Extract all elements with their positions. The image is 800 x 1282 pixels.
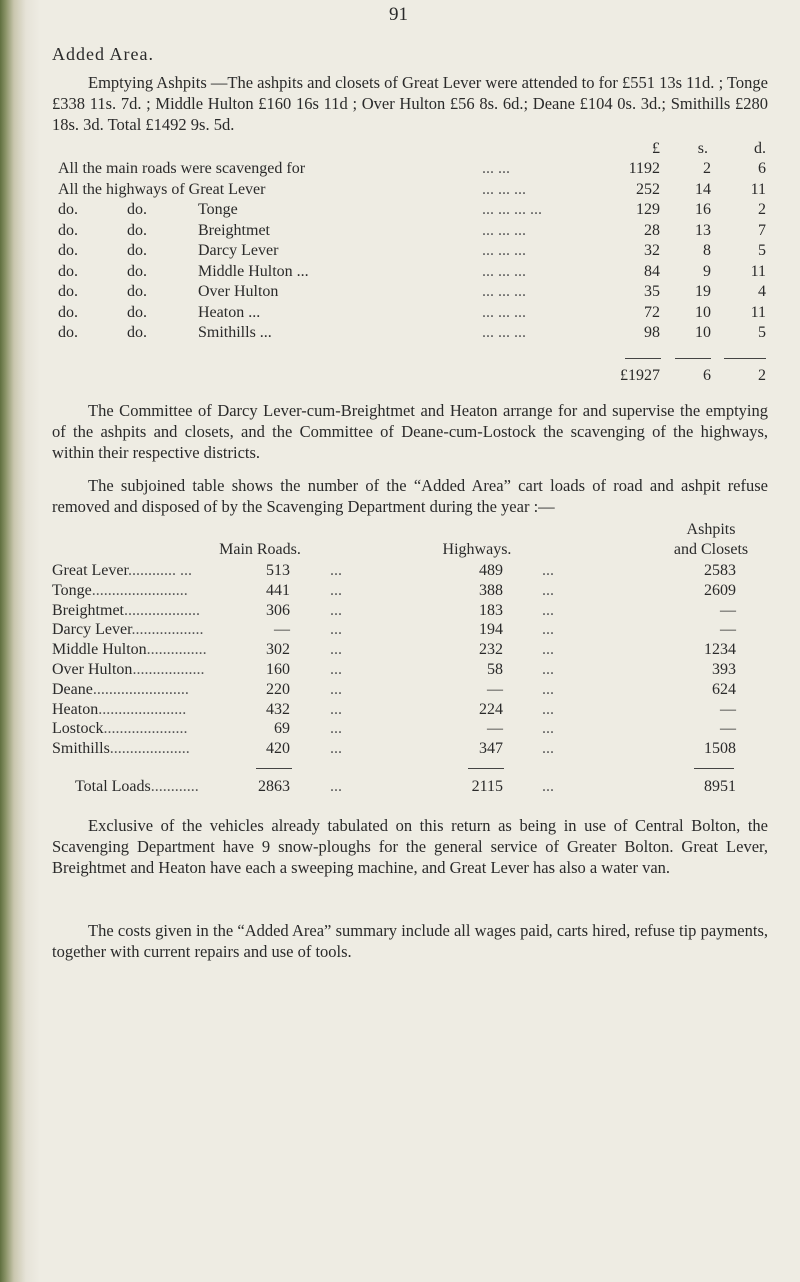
paragraph-costs: The costs given in the “Added Area” summary include all wages paid, carts hired, refuse tip payments, together with current repairs and use of tools. — [52, 921, 768, 961]
district-col-2: do. — [127, 201, 147, 218]
row-separator: ... — [330, 601, 342, 619]
area-name: Over Hulton.................. — [52, 661, 205, 678]
loads-total-rule — [256, 768, 292, 769]
scavenging-row — [0, 304, 800, 324]
district-col-1: do. — [58, 303, 78, 321]
loads-total-label: Total Loads............ — [75, 778, 199, 795]
highways-loads: 224 — [479, 700, 503, 718]
leader-dots: ... ... ... ... — [482, 201, 542, 218]
amount-pounds: 32 — [644, 242, 660, 259]
total-shillings: 6 — [703, 367, 711, 384]
area-name: Breightmet................... — [52, 601, 200, 619]
pence-header: d. — [754, 140, 766, 157]
highways-loads: 232 — [479, 641, 503, 659]
leader-dots: ... ... ... — [482, 180, 526, 198]
row-separator: ... — [542, 621, 554, 639]
highways-header: Highways. — [442, 541, 512, 558]
highways-loads: — — [487, 720, 503, 738]
main-roads-loads: — — [274, 621, 290, 639]
loads-total-high: 2115 — [471, 778, 503, 795]
loads-total-sep: ... — [542, 778, 554, 795]
district-col-2: do. — [127, 262, 147, 280]
amount-shillings: 2 — [703, 160, 711, 177]
leader-dots: ... ... ... — [482, 242, 526, 259]
loads-row — [0, 562, 800, 582]
area-name: Heaton...................... — [52, 700, 187, 718]
amount-pence: 6 — [758, 160, 766, 177]
amount-shillings: 10 — [695, 303, 711, 321]
district-name: Middle Hulton ... — [198, 262, 309, 280]
row-separator: ... — [330, 661, 342, 678]
main-roads-loads: 441 — [266, 581, 290, 599]
amount-pounds: 84 — [644, 262, 660, 280]
loads-total-sep: ... — [330, 778, 342, 795]
ashpits-loads: 624 — [712, 680, 736, 698]
area-name: Middle Hulton............... — [52, 641, 207, 659]
district-col-1: do. — [58, 242, 78, 259]
closets-header: and Closets — [673, 541, 749, 558]
highways-loads: 489 — [479, 562, 503, 579]
main-roads-loads: 302 — [266, 641, 290, 659]
amount-shillings: 8 — [703, 242, 711, 259]
scavenging-row — [0, 160, 800, 180]
ashpits-loads: 2609 — [704, 581, 736, 599]
amount-pence: 5 — [758, 242, 766, 259]
loads-row — [0, 681, 800, 701]
row-separator: ... — [542, 720, 554, 738]
amount-pounds: 72 — [644, 303, 660, 321]
district-col-1: do. — [58, 283, 78, 300]
row-separator: ... — [542, 601, 554, 619]
ashpits-loads: 2583 — [704, 562, 736, 579]
main-roads-loads: 220 — [266, 680, 290, 698]
amount-shillings: 19 — [695, 283, 711, 300]
ashpits-loads: 1234 — [704, 641, 736, 659]
leader-dots: ... ... ... — [482, 283, 526, 300]
district-name: Tonge — [198, 201, 238, 218]
amount-pence: 11 — [750, 303, 766, 321]
amount-pence: 4 — [758, 283, 766, 300]
loads-row — [0, 701, 800, 721]
ashpits-loads: — — [720, 720, 736, 738]
ashpits-loads: 393 — [712, 661, 736, 678]
amount-pence: 7 — [758, 221, 766, 239]
amount-pence: 11 — [750, 180, 766, 198]
paragraph-committees: The Committee of Darcy Lever-cum-Breightmet and Heaton arrange for and supervise the emptying of the ashpits and closets, and the Committee of Deane-cum-Lostock the scavenging of the highways, within their respective districts. — [52, 401, 768, 462]
loads-row — [0, 621, 800, 641]
main-roads-loads: 306 — [266, 601, 290, 619]
area-name: Tonge........................ — [52, 581, 188, 599]
district-col-2: do. — [127, 324, 147, 341]
leader-dots: ... ... ... — [482, 303, 526, 321]
page-number: 91 — [389, 4, 408, 25]
section-heading: Added Area. — [52, 44, 154, 64]
main-roads-loads: 160 — [266, 661, 290, 678]
row-separator: ... — [330, 581, 342, 599]
scavenging-row — [0, 181, 800, 201]
district-col-2: do. — [127, 283, 147, 300]
district-col-2: do. — [127, 242, 147, 259]
main-roads-header: Main Roads. — [219, 541, 301, 558]
loads-total-ash: 8951 — [704, 778, 736, 795]
pounds-header: £ — [652, 140, 660, 157]
paragraph-subjoined-table: The subjoined table shows the number of the “Added Area” cart loads of road and ashpit refuse removed and disposed of by the Scavenging Department during the year :— — [52, 476, 768, 516]
loads-row — [0, 661, 800, 681]
scavenging-row — [0, 324, 800, 344]
amount-pence: 2 — [758, 201, 766, 218]
loads-header-row-1 — [0, 521, 800, 541]
amount-shillings: 13 — [695, 221, 711, 239]
main-roads-loads: 513 — [266, 562, 290, 579]
highways-loads: — — [487, 680, 503, 698]
district-col-1: do. — [58, 221, 78, 239]
total-rule — [625, 358, 661, 359]
district-name: Breightmet — [198, 221, 270, 239]
row-separator: ... — [330, 621, 342, 639]
total-rule — [675, 358, 711, 359]
scavenging-row — [0, 222, 800, 242]
loads-total-row — [0, 778, 800, 798]
main-roads-loads: 69 — [274, 720, 290, 738]
district-name: Over Hulton — [198, 283, 279, 300]
amount-pounds: 98 — [644, 324, 660, 341]
row-separator: ... — [330, 562, 342, 579]
loads-row — [0, 602, 800, 622]
scavenging-header-row — [0, 140, 800, 160]
total-pounds: £1927 — [620, 367, 660, 384]
loads-row — [0, 641, 800, 661]
amount-shillings: 14 — [695, 180, 711, 198]
loads-header-row-2 — [0, 541, 800, 561]
highways-loads: 183 — [479, 601, 503, 619]
amount-shillings: 16 — [695, 201, 711, 218]
amount-pounds: 252 — [636, 180, 660, 198]
scavenging-total-row — [0, 367, 800, 387]
row-separator: ... — [542, 562, 554, 579]
ashpits-loads: — — [720, 601, 736, 619]
loads-row — [0, 720, 800, 740]
highways-loads: 194 — [479, 621, 503, 639]
row-separator: ... — [330, 700, 342, 718]
district-col-1: do. — [58, 324, 78, 341]
leader-dots: ... ... ... — [482, 221, 526, 239]
ashpits-header: Ashpits — [686, 521, 736, 538]
ashpits-loads: — — [720, 700, 736, 718]
row-separator: ... — [542, 661, 554, 678]
total-pence: 2 — [758, 367, 766, 384]
row-separator: ... — [542, 641, 554, 659]
area-name: Lostock..................... — [52, 720, 188, 738]
loads-total-rule — [694, 768, 734, 769]
area-name: Deane........................ — [52, 680, 189, 698]
leader-dots: ... ... ... — [482, 262, 526, 280]
scavenging-row — [0, 242, 800, 262]
row-separator: ... — [542, 700, 554, 718]
amount-pounds: 28 — [644, 221, 660, 239]
highways-loads: 58 — [487, 661, 503, 678]
total-rule — [724, 358, 766, 359]
loads-row — [0, 740, 800, 760]
loads-total-rule — [468, 768, 504, 769]
district-col-2: do. — [127, 221, 147, 239]
district-col-1: All the highways of Great Lever — [58, 180, 266, 198]
paragraph-exclusive: Exclusive of the vehicles already tabulated on this return as being in use of Central Bolton, the Scavenging Department have 9 snow-ploughs for the general service of Greater Bolton. Great Lever, Breightmet and Heaton have each a sweeping machine, and Great Lever has also a water van. — [52, 816, 768, 877]
amount-pounds: 35 — [644, 283, 660, 300]
paragraph-emptying-ashpits: Emptying Ashpits —The ashpits and closets of Great Lever were attended to for £551 13s 11d. ; Tonge £338 11s. 7d. ; Middle Hulton £160 16s 11d ; Over Hulton £56 8s. 6d.; Deane £104 0s. 3d.; Smithills £280 18s. 3d. Total £1492 9s. 5d. — [52, 73, 768, 134]
loads-total-main: 2863 — [258, 778, 290, 795]
district-col-1: do. — [58, 262, 78, 280]
amount-pounds: 129 — [636, 201, 660, 218]
district-name: Darcy Lever — [198, 242, 279, 259]
scavenging-row — [0, 263, 800, 283]
row-separator: ... — [330, 720, 342, 738]
main-roads-loads: 432 — [266, 700, 290, 718]
shillings-header: s. — [697, 140, 708, 157]
main-roads-loads: 420 — [266, 740, 290, 758]
amount-pounds: 1192 — [628, 160, 660, 177]
area-name: Smithills.................... — [52, 740, 190, 758]
leader-dots: ... ... — [482, 160, 510, 177]
ashpits-loads: — — [720, 621, 736, 639]
highways-loads: 388 — [479, 581, 503, 599]
row-separator: ... — [330, 740, 342, 758]
loads-row — [0, 582, 800, 602]
amount-pence: 5 — [758, 324, 766, 341]
area-name: Great Lever............ ... — [52, 562, 192, 579]
district-col-1: do. — [58, 201, 78, 218]
row-separator: ... — [542, 740, 554, 758]
row-separator: ... — [330, 680, 342, 698]
district-col-2: do. — [127, 303, 147, 321]
district-col-1: All the main roads were scavenged for — [58, 160, 306, 177]
row-separator: ... — [542, 680, 554, 698]
district-name: Heaton ... — [198, 303, 261, 321]
highways-loads: 347 — [479, 740, 503, 758]
district-name: Smithills ... — [198, 324, 272, 341]
amount-shillings: 10 — [695, 324, 711, 341]
leader-dots: ... ... ... — [482, 324, 526, 341]
row-separator: ... — [542, 581, 554, 599]
scavenging-row — [0, 201, 800, 221]
scavenging-row — [0, 283, 800, 303]
amount-pence: 11 — [750, 262, 766, 280]
area-name: Darcy Lever.................. — [52, 621, 204, 639]
row-separator: ... — [330, 641, 342, 659]
ashpits-loads: 1508 — [704, 740, 736, 758]
amount-shillings: 9 — [703, 262, 711, 280]
